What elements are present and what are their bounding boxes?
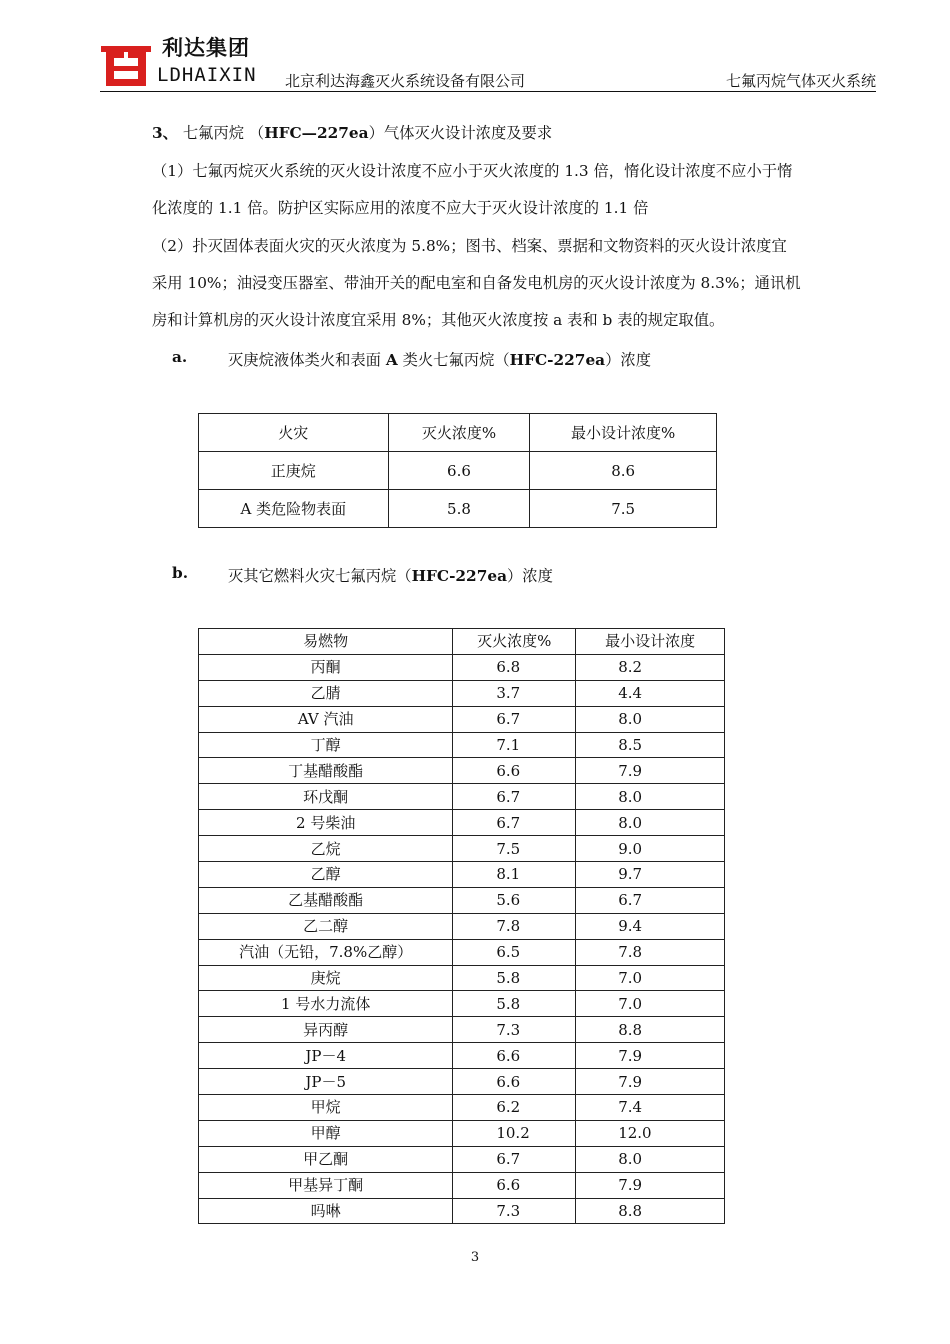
table-header-row <box>199 629 725 655</box>
value-cell: 5.8 <box>453 991 576 1017</box>
table-row <box>199 784 725 810</box>
substance-cell: JP－5 <box>199 1069 453 1095</box>
table-row <box>199 1095 725 1121</box>
paragraph-1-line-2: 化浓度的 1.1 倍。防护区实际应用的浓度不应大于灭火设计浓度的 1.1 倍 <box>152 199 649 217</box>
value-cell: 7.0 <box>576 965 725 991</box>
substance-cell: 丁醇 <box>199 732 453 758</box>
table-header-row <box>199 414 717 452</box>
header-cell: 最小设计浓度% <box>530 414 717 452</box>
page-header <box>100 30 876 92</box>
value-cell: 7.9 <box>576 1043 725 1069</box>
value-cell: 4.4 <box>576 680 725 706</box>
value-cell: 8.0 <box>576 1146 725 1172</box>
table-row <box>199 732 725 758</box>
table-row <box>199 1017 725 1043</box>
value-cell: 7.0 <box>576 991 725 1017</box>
table-row <box>199 862 725 888</box>
paragraph-2-line-1: （2）扑灭固体表面火灾的灭火浓度为 5.8%；图书、档案、票据和文物资料的灭火设计浓度宜 <box>152 237 787 255</box>
table-row <box>199 452 717 490</box>
value-cell: 9.0 <box>576 836 725 862</box>
value-cell: 7.9 <box>576 1069 725 1095</box>
value-cell: 6.7 <box>576 887 725 913</box>
value-cell: 6.8 <box>453 654 576 680</box>
table-row <box>199 836 725 862</box>
value-cell: 9.4 <box>576 913 725 939</box>
company-name: 北京利达海鑫灭火系统设备有限公司 <box>285 72 526 90</box>
table-cell: A 类危险物表面 <box>199 490 389 528</box>
substance-cell: 汽油（无铅，7.8%乙醇） <box>199 939 453 965</box>
value-cell: 6.5 <box>453 939 576 965</box>
value-cell: 8.2 <box>576 654 725 680</box>
value-cell: 9.7 <box>576 862 725 888</box>
substance-cell: 丙酮 <box>199 654 453 680</box>
value-cell: 6.6 <box>453 758 576 784</box>
table-row <box>199 1043 725 1069</box>
table-row <box>199 1069 725 1095</box>
table-row <box>199 939 725 965</box>
value-cell: 7.1 <box>453 732 576 758</box>
table-row <box>199 965 725 991</box>
paragraph-2-line-2: 采用 10%；油浸变压器室、带油开关的配电室和自备发电机房的灭火设计浓度为 8.3%；通讯机 <box>152 274 801 292</box>
substance-cell: 1 号水力流体 <box>199 991 453 1017</box>
value-cell: 7.3 <box>453 1017 576 1043</box>
substance-cell: 异丙醇 <box>199 1017 453 1043</box>
table-row <box>199 887 725 913</box>
page-number: 3 <box>470 1250 480 1265</box>
paragraph-2-line-3: 房和计算机房的灭火设计浓度宜采用 8%；其他灭火浓度按 a 表和 b 表的规定取值。 <box>152 311 725 329</box>
table-row <box>199 810 725 836</box>
value-cell: 5.6 <box>453 887 576 913</box>
table-cell: 正庚烷 <box>199 452 389 490</box>
table-row <box>199 490 717 528</box>
value-cell: 7.4 <box>576 1095 725 1121</box>
substance-cell: 乙基醋酸酯 <box>199 887 453 913</box>
value-cell: 5.8 <box>453 965 576 991</box>
header-cell: 火灾 <box>199 414 389 452</box>
value-cell: 8.8 <box>576 1017 725 1043</box>
table-row <box>199 654 725 680</box>
substance-cell: 庚烷 <box>199 965 453 991</box>
value-cell: 12.0 <box>576 1120 725 1146</box>
value-cell: 7.3 <box>453 1198 576 1224</box>
value-cell: 6.7 <box>453 810 576 836</box>
table-row <box>199 706 725 732</box>
paragraph-1-line-1: （1）七氟丙烷灭火系统的灭火设计浓度不应小于灭火浓度的 1.3 倍，惰化设计浓度不应小于惰 <box>152 162 793 180</box>
table-b <box>198 628 725 1224</box>
table-row <box>199 758 725 784</box>
substance-cell: 2 号柴油 <box>199 810 453 836</box>
table-row <box>199 1146 725 1172</box>
value-cell: 3.7 <box>453 680 576 706</box>
table-b-caption: 灭其它燃料火灾七氟丙烷（HFC-227ea）浓度 <box>228 567 553 585</box>
header-cell: 最小设计浓度 <box>576 629 725 655</box>
value-cell: 6.6 <box>453 1172 576 1198</box>
value-cell: 7.5 <box>453 836 576 862</box>
value-cell: 8.0 <box>576 784 725 810</box>
table-row <box>199 680 725 706</box>
substance-cell: 甲烷 <box>199 1095 453 1121</box>
lida-logo-icon <box>100 38 152 90</box>
substance-cell: 甲基异丁酮 <box>199 1172 453 1198</box>
value-cell: 8.0 <box>576 706 725 732</box>
substance-cell: JP－4 <box>199 1043 453 1069</box>
table-cell: 6.6 <box>388 452 530 490</box>
value-cell: 7.9 <box>576 1172 725 1198</box>
substance-cell: 甲乙酮 <box>199 1146 453 1172</box>
system-name: 七氟丙烷气体灭火系统 <box>725 72 876 90</box>
section-heading: 3、 七氟丙烷 （HFC—227ea）气体灭火设计浓度及要求 <box>152 124 553 142</box>
header-divider <box>100 91 876 92</box>
value-cell: 7.8 <box>453 913 576 939</box>
header-cell: 灭火浓度% <box>388 414 530 452</box>
table-a <box>198 413 717 528</box>
value-cell: 10.2 <box>453 1120 576 1146</box>
value-cell: 8.0 <box>576 810 725 836</box>
table-row <box>199 991 725 1017</box>
substance-cell: 乙二醇 <box>199 913 453 939</box>
header-cell: 灭火浓度% <box>453 629 576 655</box>
table-row <box>199 1120 725 1146</box>
table-row <box>199 1172 725 1198</box>
table-cell: 7.5 <box>530 490 717 528</box>
substance-cell: 乙腈 <box>199 680 453 706</box>
substance-cell: 甲醇 <box>199 1120 453 1146</box>
value-cell: 6.6 <box>453 1043 576 1069</box>
value-cell: 6.7 <box>453 784 576 810</box>
table-row <box>199 913 725 939</box>
table-cell: 8.6 <box>530 452 717 490</box>
logo-english-name: LDHAIXIN <box>157 64 257 86</box>
value-cell: 6.7 <box>453 706 576 732</box>
value-cell: 8.1 <box>453 862 576 888</box>
value-cell: 6.2 <box>453 1095 576 1121</box>
substance-cell: 吗啉 <box>199 1198 453 1224</box>
table-a-caption: 灭庚烷液体类火和表面 A 类火七氟丙烷（HFC-227ea）浓度 <box>228 351 651 369</box>
value-cell: 8.5 <box>576 732 725 758</box>
substance-cell: 乙烷 <box>199 836 453 862</box>
substance-cell: 丁基醋酸酯 <box>199 758 453 784</box>
substance-cell: AV 汽油 <box>199 706 453 732</box>
substance-cell: 乙醇 <box>199 862 453 888</box>
value-cell: 6.7 <box>453 1146 576 1172</box>
table-row <box>199 1198 725 1224</box>
table-cell: 5.8 <box>388 490 530 528</box>
substance-cell: 环戊酮 <box>199 784 453 810</box>
logo-chinese-name: 利达集团 <box>162 36 250 60</box>
table-b-label: b. <box>172 564 189 582</box>
value-cell: 6.6 <box>453 1069 576 1095</box>
value-cell: 7.8 <box>576 939 725 965</box>
header-cell: 易燃物 <box>199 629 453 655</box>
value-cell: 7.9 <box>576 758 725 784</box>
value-cell: 8.8 <box>576 1198 725 1224</box>
table-a-label: a. <box>172 348 188 366</box>
